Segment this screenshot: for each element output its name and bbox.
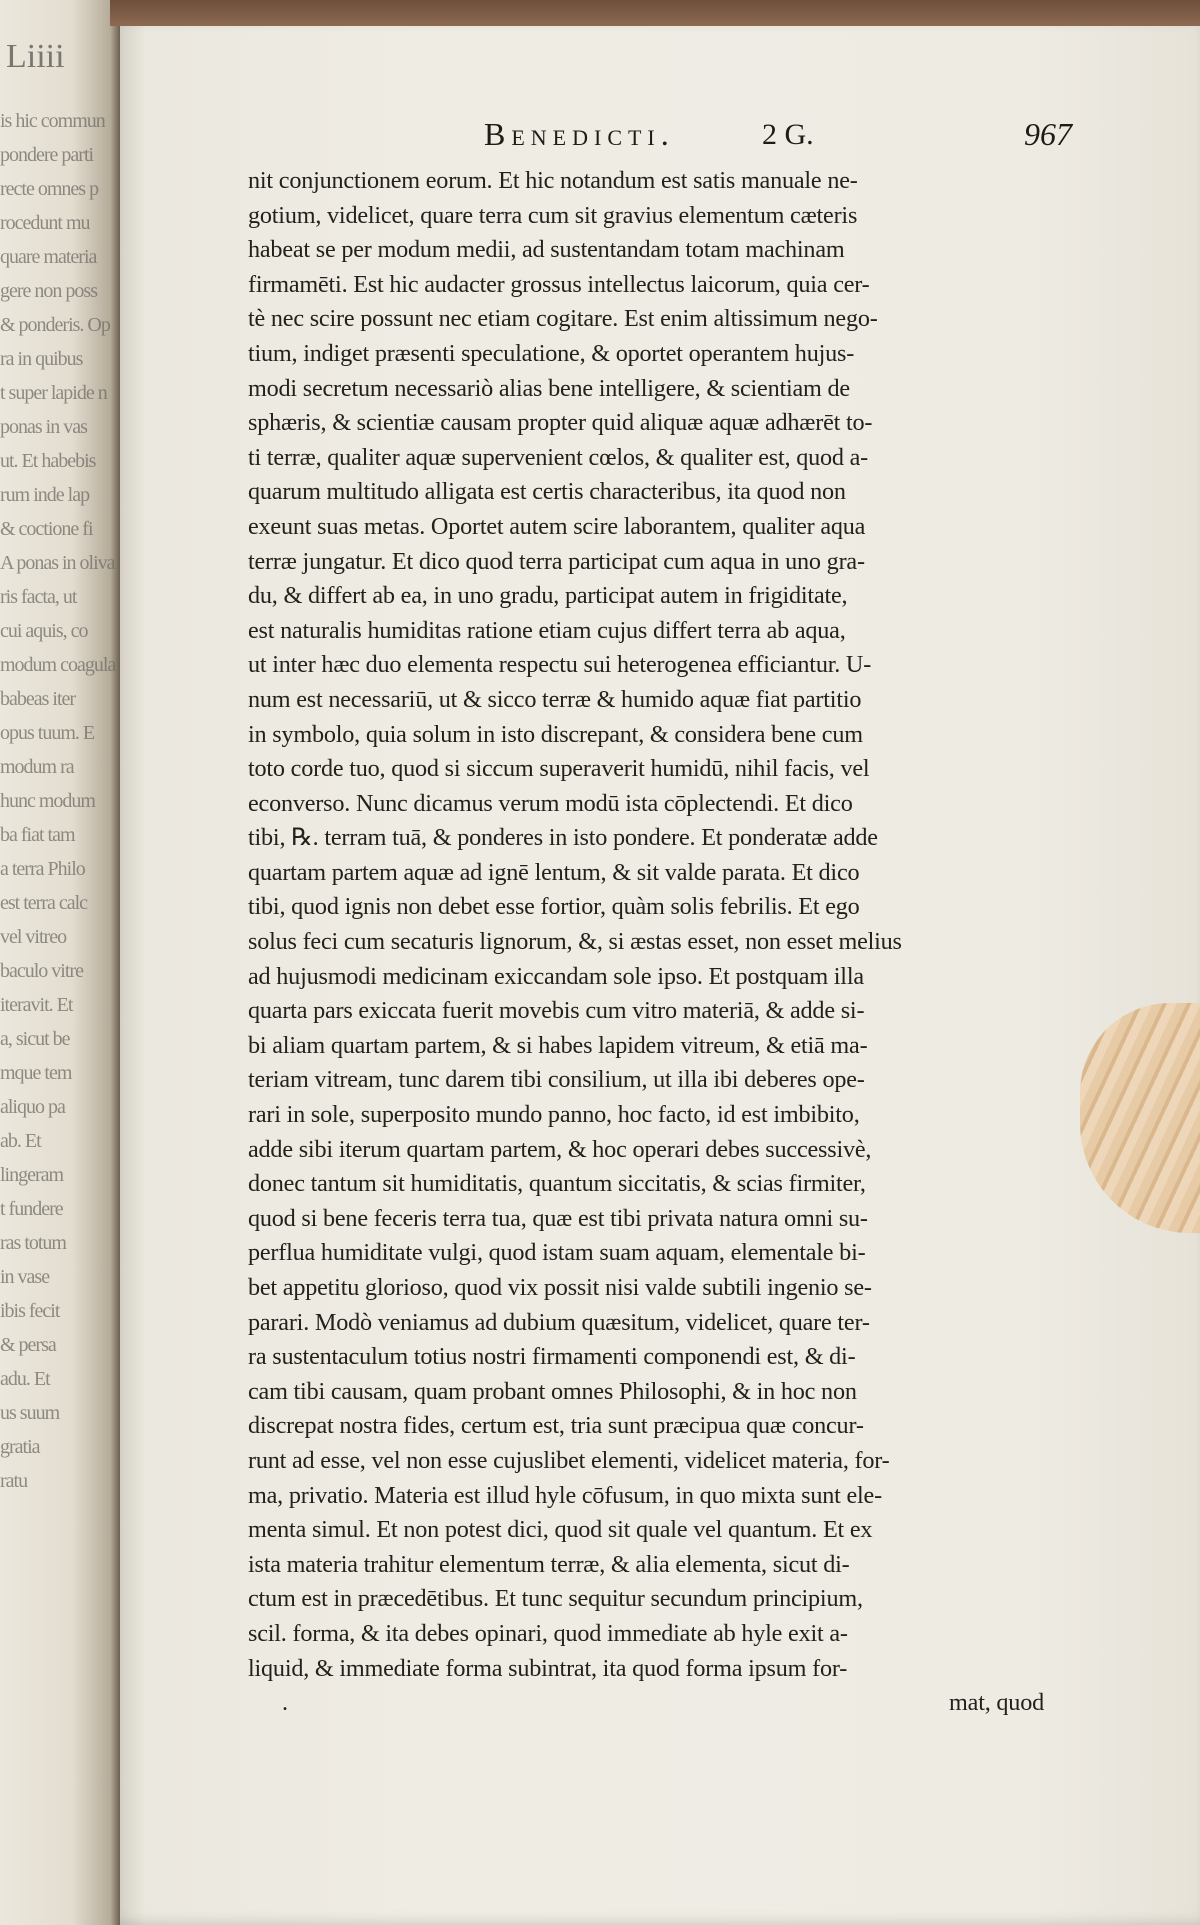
- facing-page-line: us suum: [0, 1402, 60, 1424]
- text-line: solus feci cum secaturis lignorum, &, si æstas esset, non esset melius: [248, 928, 902, 956]
- catchword: mat, quod: [949, 1689, 1044, 1717]
- facing-page-line: ris facta, ut: [0, 586, 77, 608]
- facing-page-line: rocedunt mu: [0, 212, 90, 234]
- closing-row: [248, 1686, 1058, 1721]
- facing-page-line: recte omnes p: [0, 178, 99, 200]
- text-line: exeunt suas metas. Oportet autem scire laborantem, qualiter aqua: [248, 512, 866, 540]
- facing-page-line: a, sicut be: [0, 1028, 70, 1050]
- text-line: nit conjunctionem eorum. Et hic notandum est satis manuale ne-: [248, 167, 858, 194]
- facing-page-line: & ponderis. Op: [0, 314, 110, 336]
- page-number: 967: [1024, 116, 1072, 152]
- stray-mark: .: [282, 1689, 288, 1717]
- facing-page-line: A ponas in oliva: [0, 552, 115, 574]
- text-line: econverso. Nunc dicamus verum modū ista cōplectendi. Et dico: [248, 789, 853, 817]
- facing-page-line: in vase: [0, 1266, 50, 1288]
- text-line: menta simul. Et non potest dici, quod sit quale vel quantum. Et ex: [248, 1516, 873, 1544]
- text-line: teriam vitream, tunc darem tibi consilium, ut illa ibi deberes ope-: [248, 1066, 865, 1094]
- text-line: ut inter hæc duo elementa respectu sui heterogenea efficiantur. U-: [248, 651, 872, 679]
- text-line: ista materia trahitur elementum terræ, & alia elementa, sicut di-: [248, 1550, 850, 1578]
- facing-page-line: ba fiat tam: [0, 824, 75, 846]
- text-line: ad hujusmodi medicinam exiccandam sole ipso. Et postquam illa: [248, 962, 864, 990]
- facing-page-line: ratu: [0, 1470, 28, 1492]
- facing-page-line: ibis fecit: [0, 1300, 60, 1322]
- facing-page-line: ab. Et: [0, 1130, 41, 1152]
- text-line: cam tibi causam, quam probant omnes Philosophi, & in hoc non: [248, 1377, 857, 1405]
- text-line: habeat se per modum medii, ad sustentandam totam machinam: [248, 236, 845, 264]
- text-line: modi secretum necessariò alias bene intelligere, & scientiam de: [248, 374, 850, 402]
- text-line: quarta pars exiccata fuerit movebis cum vitro materiā, & adde si-: [248, 997, 865, 1025]
- facing-page-line: ponas in vas: [0, 416, 87, 438]
- text-line: bet appetitu glorioso, quod vix possit nisi valde subtili ingenio se-: [248, 1274, 872, 1301]
- facing-page-line: opus tuum. E: [0, 722, 95, 744]
- text-line: bi aliam quartam partem, & si habes lapidem vitreum, & etiā ma-: [248, 1031, 868, 1059]
- facing-page-line: lingeram: [0, 1164, 64, 1186]
- facing-page-line: cui aquis, co: [0, 620, 88, 642]
- facing-page-line: hunc modum: [0, 790, 95, 812]
- text-line: liquid, & immediate forma subintrat, ita quod forma ipsum for-: [248, 1654, 848, 1682]
- text-line: sphæris, & scientiæ causam propter quid aliquæ aquæ adhærēt to-: [248, 409, 873, 437]
- text-line: adde sibi iterum quartam partem, & hoc operari debes successivè,: [248, 1135, 872, 1163]
- facing-page-line: & coctione fi: [0, 518, 93, 540]
- facing-page-line: & persa: [0, 1334, 56, 1356]
- facing-page-line: a terra Philo: [0, 858, 85, 880]
- text-line: num est necessariū, ut & sicco terræ & humido aquæ fiat partitio: [248, 685, 862, 713]
- facing-page-line: modum coagula: [0, 654, 116, 676]
- facing-page-line: quare materia: [0, 246, 97, 268]
- text-line: ma, privatio. Materia est illud hyle cōfusum, in quo mixta sunt ele-: [248, 1481, 882, 1509]
- book-page: [102, 18, 1200, 1925]
- text-line: est naturalis humiditas ratione etiam cujus differt terra ab aqua,: [248, 616, 846, 644]
- text-line: scil. forma, & ita debes opinari, quod immediate ab hyle exit a-: [248, 1619, 848, 1647]
- facing-page-line: ras totum: [0, 1232, 66, 1254]
- facing-page-line: ut. Et habebis: [0, 450, 96, 472]
- running-title: Benedicti.: [484, 116, 675, 152]
- text-line: tè nec scire possunt nec etiam cogitare. Est enim altissimum nego-: [248, 305, 878, 333]
- facing-page-line: baculo vitre: [0, 960, 83, 982]
- facing-page-line: is hic commun: [0, 110, 105, 132]
- facing-page-line: t super lapide n: [0, 382, 107, 404]
- text-line: discrepat nostra fides, certum est, tria sunt præcipua quæ concur-: [248, 1412, 864, 1440]
- wooden-object: [1080, 1003, 1200, 1233]
- facing-page-line: est terra calc: [0, 892, 88, 914]
- book-cover-edge: [110, 0, 1200, 26]
- facing-page-line: modum ra: [0, 756, 74, 778]
- text-line: runt ad esse, vel non esse cujuslibet elementi, videlicet materia, for-: [248, 1446, 890, 1474]
- text-line: perflua humiditate vulgi, quod istam suam aquam, elementale bi-: [248, 1239, 866, 1267]
- facing-page-line: ra in quibus: [0, 348, 83, 370]
- facing-page-edge: [0, 0, 120, 1925]
- text-line: quod si bene feceris terra tua, quæ est tibi privata natura omni su-: [248, 1204, 868, 1232]
- facing-page-folio: Liiii: [6, 38, 65, 75]
- facing-page-line: gere non poss: [0, 280, 97, 302]
- text-line: ctum est in præcedētibus. Et tunc sequitur secundum principium,: [248, 1585, 863, 1613]
- signature-mark: 2 G.: [762, 118, 814, 151]
- facing-page-text: [0, 104, 118, 1498]
- text-line: quartam partem aquæ ad ignē lentum, & sit valde parata. Et dico: [248, 858, 860, 886]
- facing-page-line: gratia: [0, 1436, 40, 1458]
- facing-page-line: iteravit. Et: [0, 994, 73, 1016]
- text-line: in symbolo, quia solum in isto discrepant, & considera bene cum: [248, 720, 863, 748]
- text-line: toto corde tuo, quod si siccum superaverit humidū, nihil facis, vel: [248, 755, 870, 783]
- text-line: tium, indiget præsenti speculatione, & oportet operantem hujus-: [248, 339, 855, 367]
- page-header: [382, 116, 1072, 158]
- facing-page-line: babeas iter: [0, 688, 76, 710]
- text-line: terræ jungatur. Et dico quod terra participat cum aqua in uno gra-: [248, 547, 865, 575]
- text-line: donec tantum sit humiditatis, quantum siccitatis, & scias firmiter,: [248, 1170, 866, 1198]
- text-line: tibi, ℞. terram tuā, & ponderes in isto pondere. Et ponderatæ adde: [248, 824, 878, 852]
- text-line: firmamēti. Est hic audacter grossus intellectus laicorum, quia cer-: [248, 270, 870, 298]
- facing-page-line: rum inde lap: [0, 484, 90, 506]
- text-line: du, & differt ab ea, in uno gradu, participat autem in frigiditate,: [248, 582, 848, 610]
- text-line: rari in sole, superposito mundo panno, hoc facto, id est imbibito,: [248, 1101, 860, 1129]
- facing-page-line: pondere parti: [0, 144, 94, 166]
- text-line: quarum multitudo alligata est certis characteribus, ita quod non: [248, 478, 846, 506]
- facing-page-line: vel vitreo: [0, 926, 67, 948]
- facing-page-line: adu. Et: [0, 1368, 50, 1390]
- text-line: ti terræ, qualiter aquæ supervenient cœlos, & qualiter est, quod a-: [248, 443, 869, 471]
- facing-page-line: aliquo pa: [0, 1096, 65, 1118]
- body-text: [248, 164, 1058, 1721]
- facing-page-line: mque tem: [0, 1062, 72, 1084]
- text-line: gotium, videlicet, quare terra cum sit gravius elementum cæteris: [248, 201, 858, 229]
- text-line: parari. Modò veniamus ad dubium quæsitum, videlicet, quare ter-: [248, 1308, 870, 1336]
- text-line: ra sustentaculum totius nostri firmamenti componendi est, & di-: [248, 1343, 856, 1371]
- facing-page-line: t fundere: [0, 1198, 63, 1220]
- text-line: tibi, quod ignis non debet esse fortior, quàm solis febrilis. Et ego: [248, 893, 860, 921]
